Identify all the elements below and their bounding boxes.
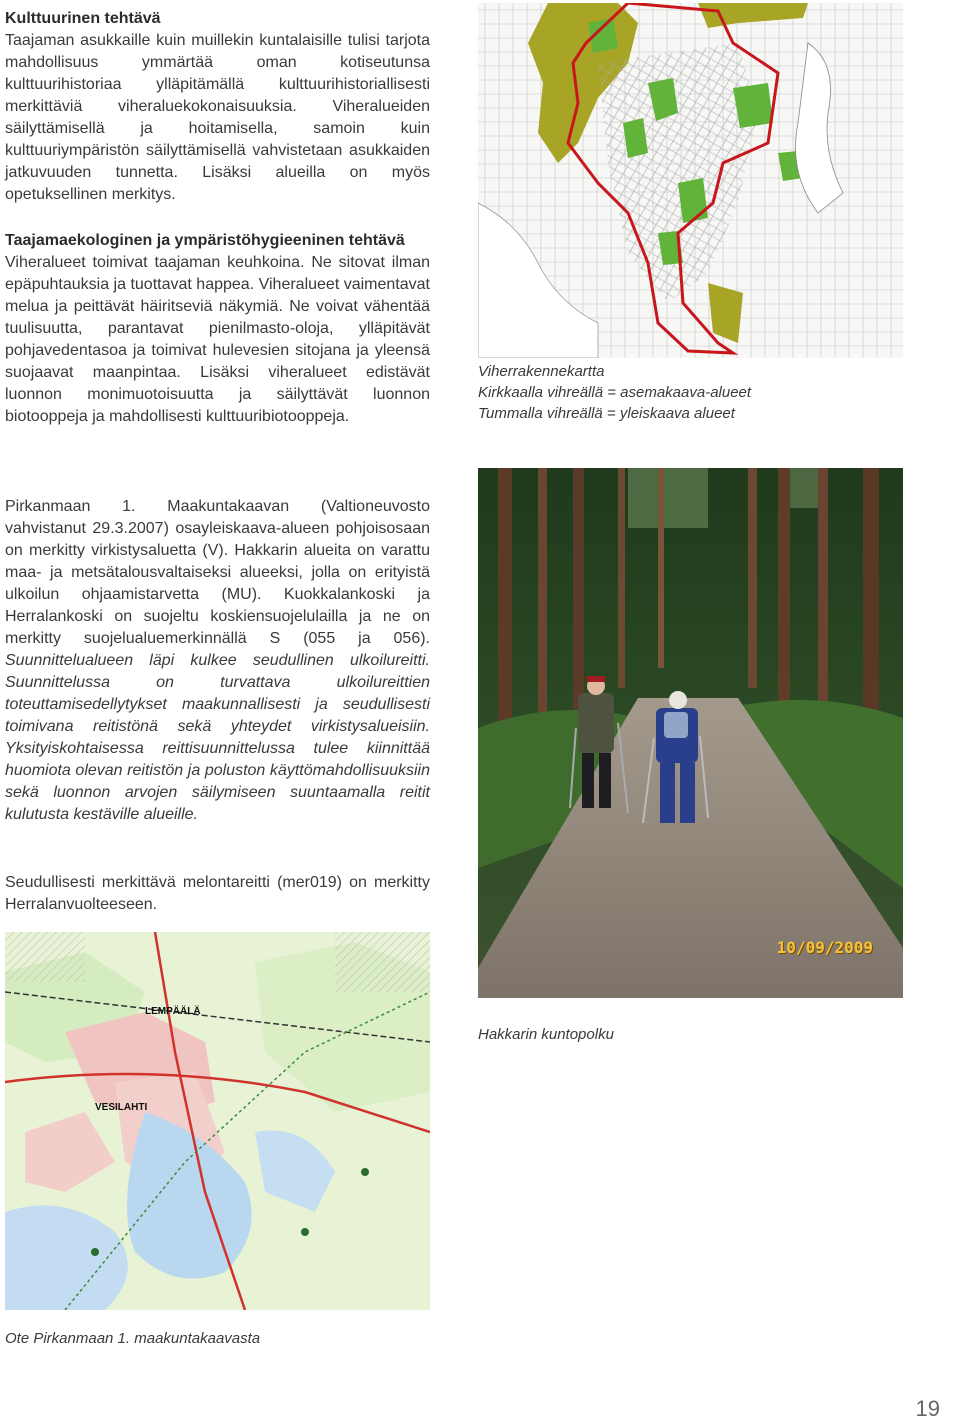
forest-trail-photo-caption: Hakkarin kuntopolku (478, 1026, 614, 1043)
section-body-ecological: Viheralueet toimivat taajaman keuhkoina. Ne sitovat ilman epäpuhtauksia ja tuottavat happea. Viheralueet vaimentavat melua ja peittävät häiritseviä näkymiä. Ne voivat vähentää tuulisuutta, parantavat pienilmasto-oloja, ylläpitävät pohjavedentasoa ja toimivat hulevesien sitojana ja yleensä suojaavat maanpintaa. Lisäksi viheralueet edistävät luonnon monimuotoisuutta ja säilyttävät luonnon biotooppeja ja mahdollisesti kulttuuribiotooppeja. (5, 254, 430, 425)
section-regional-plan (5, 496, 430, 826)
map-label-vesilahti: VESILAHTI (95, 1102, 148, 1113)
section-ecological (5, 230, 430, 428)
section-body-cultural: Taajaman asukkaille kuin muillekin kuntalaisille tulisi tarjota mahdollisuus ymmärtää oman kotiseutunsa kulttuurihistoriaa ylläpitämällä kulttuurihistoriallisesti merkittäviä viheraluekokonaisuuksia. Viheralueiden säilyttämisellä ja hoitamisella, samoin kuin kulttuuriympäristön säilyttämisellä vahvistetaan asukkaiden jatkuvuuden tunnetta. Lisäksi alueilla on myös opetuksellinen merkitys. (5, 32, 430, 203)
map-label-lempaala: LEMPÄÄLÄ (145, 1006, 201, 1017)
forest-trail-photo-graphic (478, 468, 903, 998)
regional-plan-map-caption: Ote Pirkanmaan 1. maakuntakaavasta (5, 1330, 261, 1347)
regional-plan-text: Pirkanmaan 1. Maakuntakaavan (Valtioneuvosto vahvistanut 29.3.2007) osayleiskaava-alueen pohjoisosaan on merkitty virkistysaluetta (V). Hakkarin alueita on varattu maa- ja metsätalousvaltaiseksi alueeksi, jolla on erityistä ulkoilun ohjaamistarvetta (MU). Kuokkalankoski ja Herralankoski on suojeltu koskiensuojelulailla ja ne on merkitty suojelualuemerkinnällä S (055 ja 056). (5, 498, 430, 647)
section-body-canoe-route: Seudullisesti merkittävä melontareitti (mer019) on merkitty Herralanvuolteeseen. (5, 874, 430, 913)
map-caption-legend-dark: Tummalla vihreällä = yleiskaava alueet (478, 405, 735, 422)
section-heading-ecological: Taajamaekologinen ja ympäristöhygieeninen tehtävä (5, 232, 405, 249)
map-caption-legend-bright: Kirkkaalla vihreällä = asemakaava-alueet (478, 384, 752, 401)
section-heading-cultural: Kulttuurinen tehtävä (5, 10, 161, 27)
green-structure-map-graphic (478, 3, 903, 358)
section-body-regional-plan (5, 496, 430, 826)
forest-trail-photo (478, 468, 903, 998)
green-structure-map (478, 3, 903, 358)
section-canoe-route (5, 872, 430, 916)
regional-plan-italic-text: Suunnittelualueen läpi kulkee seudullinen ulkoilureitti. Suunnittelussa on turvattava ulkoilureittien toteuttamisedellytykset maakunnallisesti ja seudullisesti toimivana reitistönä sekä yhteydet virkistysalueisiin. Yksityiskohtaisessa reittisuunnittelussa tulee kiinnittää huomiota olevan reitistön ja poluston käyttömahdollisuuksiin sekä luonnon arvojen säilymiseen suuntaamalla reitit kulutusta kestäville alueille. (5, 652, 430, 823)
regional-plan-map-graphic (5, 932, 430, 1310)
map-caption-title: Viherrakennekartta (478, 363, 605, 380)
photo-date-stamp: 10/09/2009 (776, 938, 873, 957)
regional-plan-map (5, 932, 430, 1310)
page-number: 19 (915, 1396, 940, 1421)
section-cultural (5, 8, 430, 206)
green-structure-map-caption (478, 361, 751, 424)
